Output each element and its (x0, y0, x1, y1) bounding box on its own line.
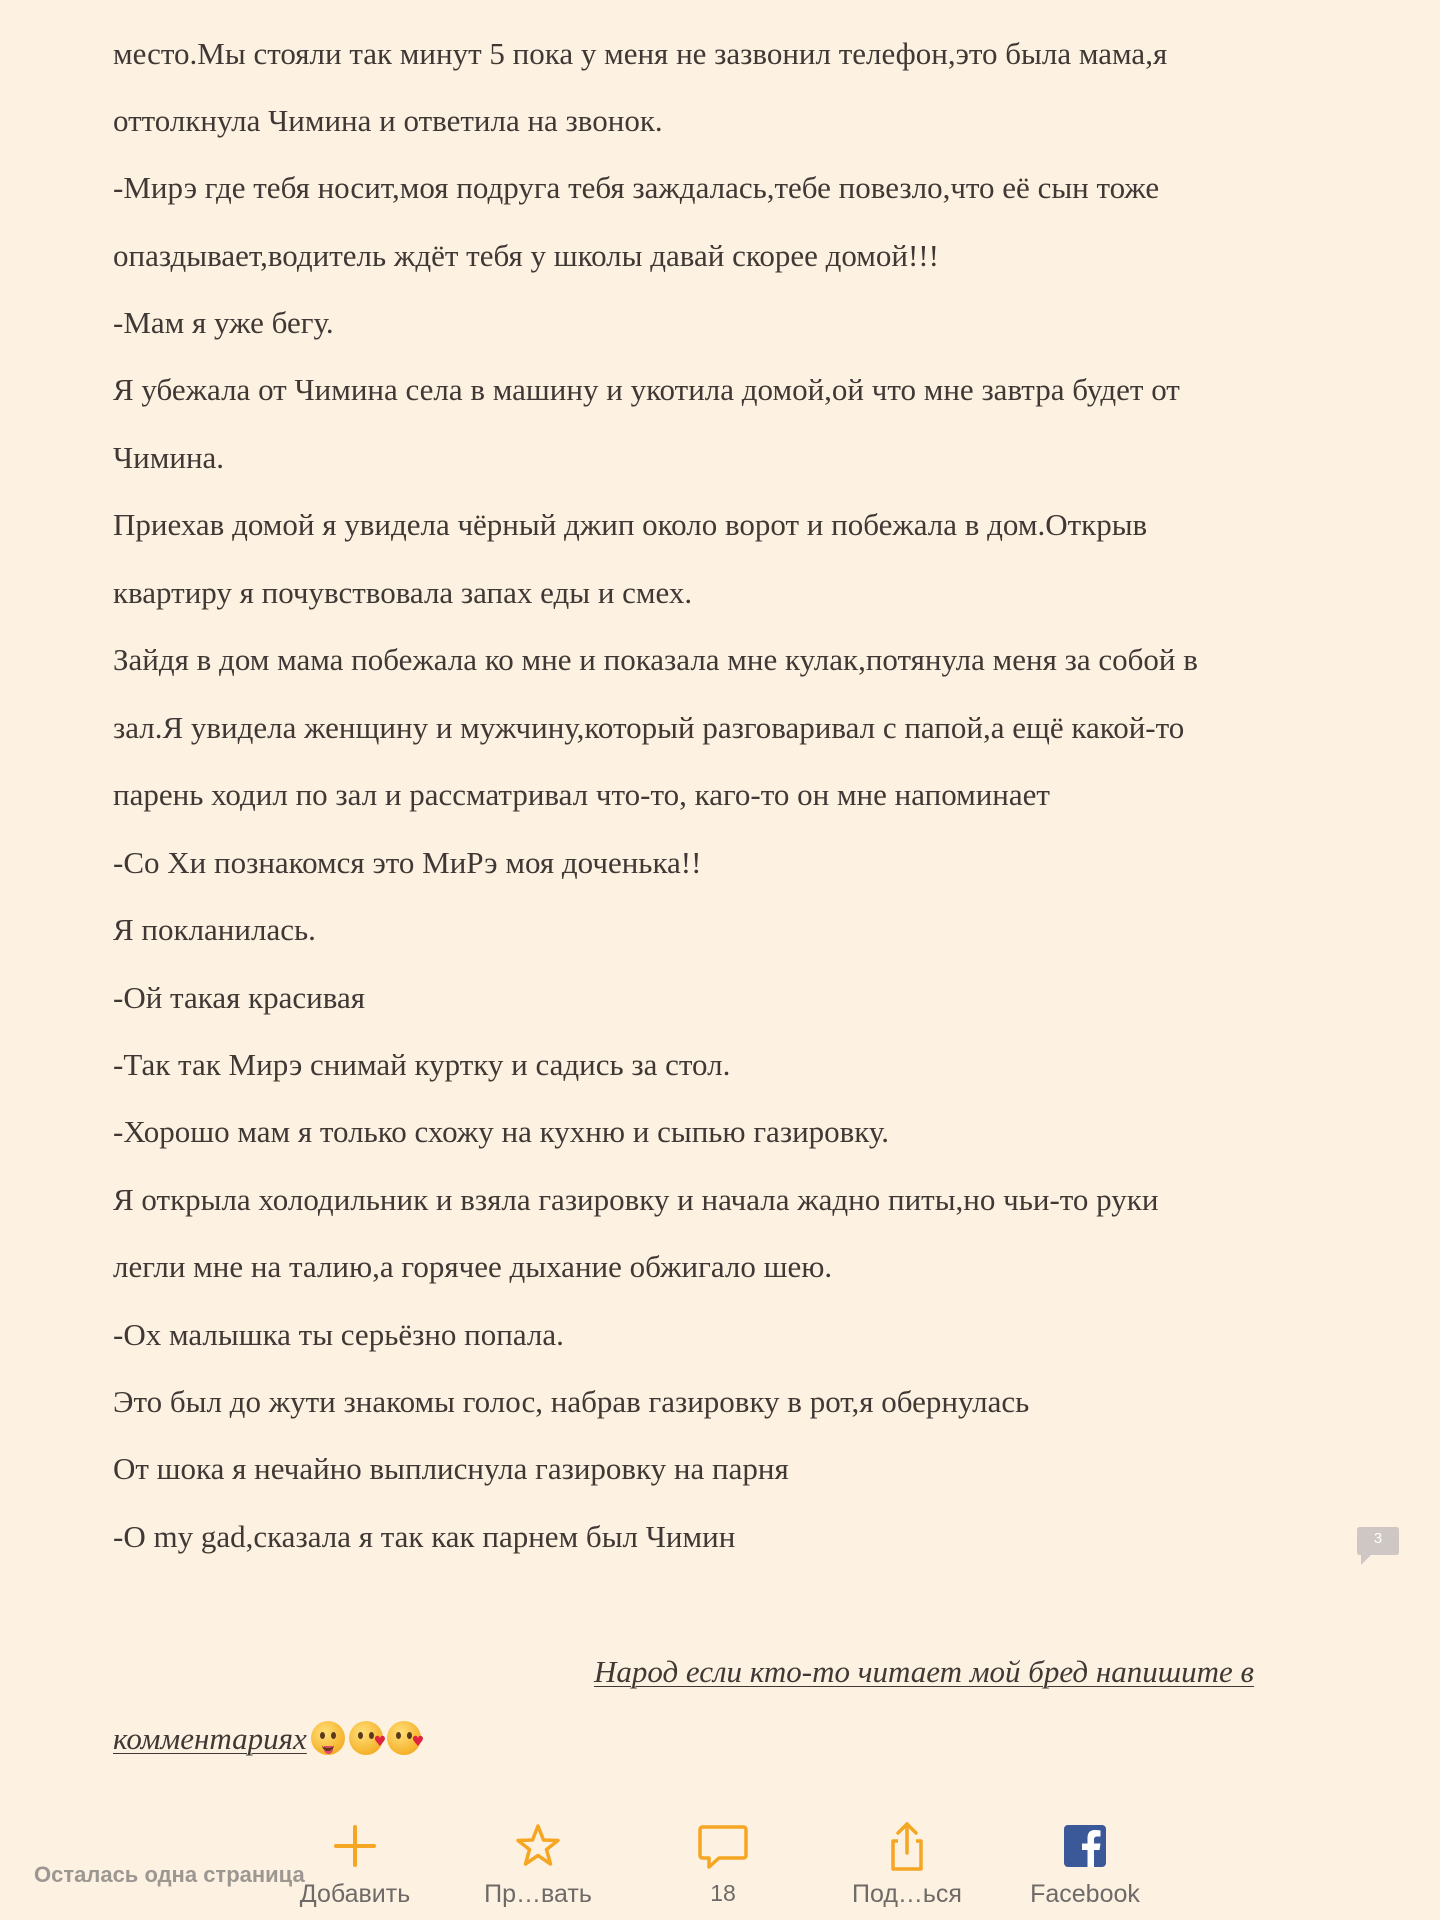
story-line: Я открыла холодильник и взяла газировку и начала жадно питы,но чьи-то руки (113, 1182, 1159, 1217)
vote-button[interactable] (453, 1820, 623, 1909)
add-to-library-button[interactable] (270, 1820, 440, 1909)
share-button[interactable] (822, 1820, 992, 1909)
facebook-share-button[interactable] (1000, 1820, 1170, 1909)
story-line: -Ой такая красивая (113, 980, 366, 1015)
story-line: Я убежала от Чимина села в машину и укотила домой,ой что мне завтра будет от (113, 372, 1180, 407)
star-icon (512, 1820, 564, 1872)
story-line: Я покланилась. (113, 912, 316, 947)
bottom-toolbar (0, 1810, 1440, 1920)
story-line: оттолкнула Чимина и ответила на звонок. (113, 103, 663, 138)
story-line: -Так так Мирэ снимай куртку и садись за стол. (113, 1047, 731, 1082)
story-line: опаздывает,водитель ждёт тебя у школы давай скорее домой!!! (113, 238, 939, 273)
add-label: Добавить (299, 1880, 411, 1908)
story-line: Зайдя в дом мама побежала ко мне и показала мне кулак,потянула меня за собой в (113, 642, 1198, 677)
facebook-label: Facebook (1030, 1880, 1140, 1908)
story-line: парень ходил по зал и рассматривал что-то, каго-то он мне напоминает (113, 777, 1050, 812)
facebook-icon (1059, 1820, 1111, 1872)
story-line: От шока я нечайно выплиснула газировку на парня (113, 1451, 789, 1486)
story-line: Это был до жути знакомы голос, набрав газировку в рот,я обернулась (113, 1384, 1030, 1419)
story-line: Чимина. (113, 440, 225, 475)
kissing-heart-emoji-icon: ♥ (349, 1721, 383, 1755)
story-line: -Мирэ где тебя носит,моя подруга тебя заждалась,тебе повезло,что её сын тоже (113, 170, 1160, 205)
winking-tongue-emoji-icon (311, 1721, 345, 1755)
story-line: место.Мы стояли так минут 5 пока у меня не зазвонил телефон,это была мама,я (113, 36, 1168, 71)
comments-button[interactable] (638, 1820, 808, 1907)
story-line: Приехав домой я увидела чёрный джип около ворот и побежала в дом.Открыв (113, 507, 1148, 542)
comments-count: 18 (710, 1880, 736, 1906)
paragraph-comment-badge[interactable] (1357, 1527, 1399, 1559)
author-note-line: Народ если кто-то читает мой бред напишите в (594, 1654, 1254, 1689)
vote-label: Пр…вать (484, 1880, 592, 1908)
paragraph-comment-count: 3 (1373, 1530, 1383, 1547)
author-note-line (113, 1719, 425, 1759)
comment-bubble-icon (697, 1820, 749, 1872)
story-line: -Ох малышка ты серьёзно попала. (113, 1317, 564, 1352)
pages-left-indicator: Осталась одна страница (34, 1862, 305, 1887)
kissing-heart-emoji-icon: ♥ (387, 1721, 421, 1755)
story-line: квартиру я почувствовала запах еды и смех. (113, 575, 693, 610)
share-label: Под…ься (852, 1880, 962, 1908)
author-note-text: комментариях (113, 1721, 307, 1756)
story-line: -Со Хи познакомся это МиРэ моя доченька!! (113, 845, 702, 880)
story-line: -О my gad,сказала я так как парнем был Чимин (113, 1519, 736, 1554)
story-line: легли мне на талию,а горячее дыхание обжигало шею. (113, 1249, 833, 1284)
story-line: -Мам я уже бегу. (113, 305, 334, 340)
story-line: зал.Я увидела женщину и мужчину,который разговаривал с папой,а ещё какой-то (113, 710, 1185, 745)
story-line: -Хорошо мам я только схожу на кухню и сыпью газировку. (113, 1114, 890, 1149)
share-icon (881, 1820, 933, 1872)
plus-icon (329, 1820, 381, 1872)
